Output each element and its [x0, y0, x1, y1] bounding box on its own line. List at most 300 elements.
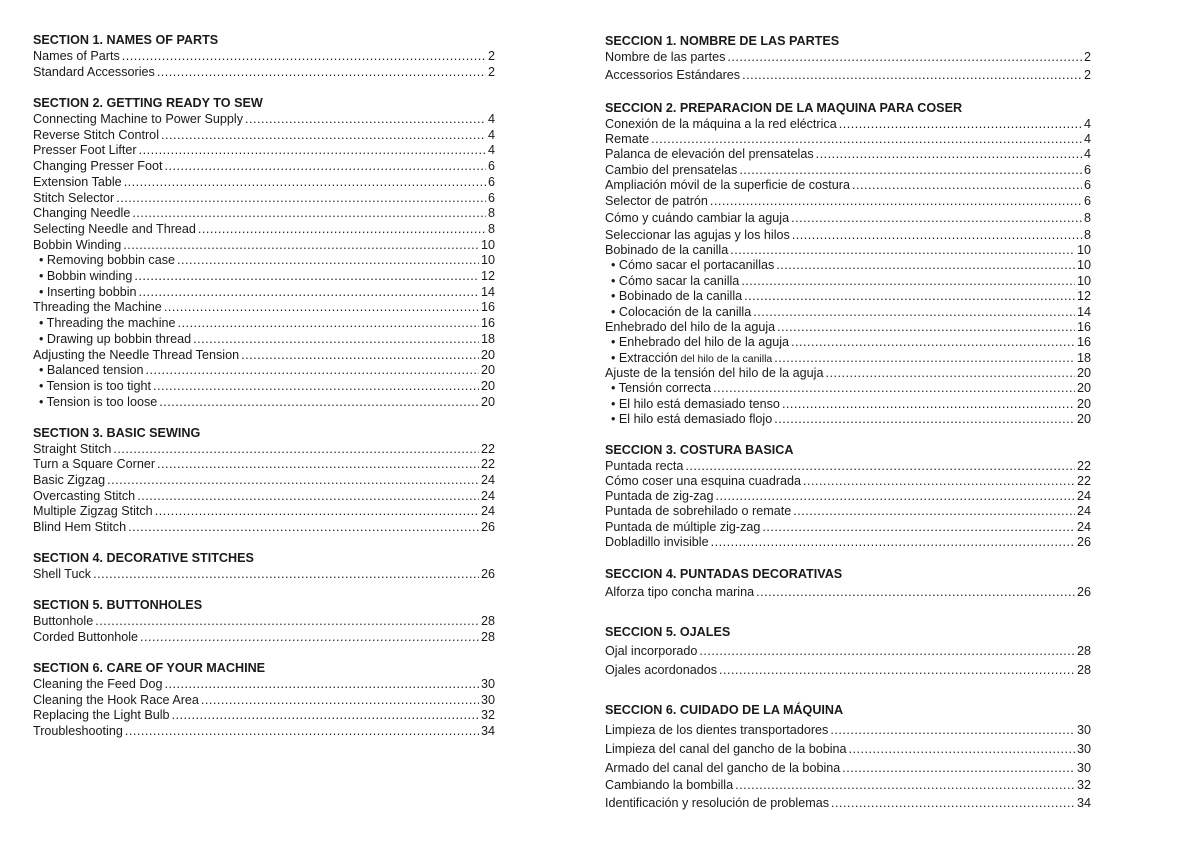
page-number: 12	[1076, 289, 1091, 303]
page-number: 8	[1083, 211, 1091, 225]
toc-entry	[33, 692, 495, 708]
toc-entry-label-text: Ampliación móvil de la superficie de costura	[605, 178, 850, 192]
section-heading	[605, 566, 1091, 582]
toc-entry	[33, 221, 495, 237]
dot-leader	[842, 760, 1075, 776]
toc-entry	[605, 67, 1091, 83]
toc-entry	[33, 111, 495, 127]
dot-leader	[716, 488, 1075, 504]
toc-entry-label	[605, 304, 751, 320]
dot-leader	[116, 190, 486, 206]
toc-entry-label	[33, 378, 151, 394]
toc-entry-label-text: • Enhebrado del hilo de la aguja	[611, 335, 790, 349]
toc-entry-label	[605, 411, 772, 427]
toc-entry-label	[33, 142, 137, 158]
page-number: 34	[480, 724, 495, 738]
page-number: 2	[487, 65, 495, 79]
dot-leader	[139, 142, 486, 158]
toc-sub-entry	[605, 396, 1091, 412]
dot-leader	[165, 676, 479, 692]
toc-entry-label	[33, 252, 175, 268]
toc-sub-entry	[605, 334, 1091, 350]
toc-entry	[605, 473, 1091, 489]
toc-entry	[605, 795, 1091, 811]
toc-entry-label	[33, 362, 144, 378]
section-heading-text: SECTION 2. GETTING READY TO SEW	[33, 96, 263, 110]
section-heading-text: SECCION 3. COSTURA BASICA	[605, 443, 794, 457]
toc-entry-label-text: Extension Table	[33, 175, 122, 189]
page-number: 4	[1083, 147, 1091, 161]
toc-entry-label-text: Bobinado de la canilla	[605, 243, 729, 257]
dot-leader	[719, 662, 1075, 678]
toc-entry-label-text: Ojales acordonados	[605, 663, 718, 677]
toc-entry-label	[605, 273, 739, 289]
dot-leader	[193, 331, 479, 347]
toc-entry-label-text: Enhebrado del hilo de la aguja	[605, 320, 776, 334]
toc-entry-label	[33, 566, 91, 582]
toc-entry	[605, 210, 1091, 226]
toc-entry-label	[605, 795, 829, 811]
dot-leader	[177, 252, 479, 268]
toc-sub-entry	[605, 257, 1091, 273]
dot-leader	[134, 268, 479, 284]
toc-entry-label	[605, 116, 837, 132]
toc-entry-label	[33, 48, 120, 64]
toc-entry-label-text: • Colocación de la canilla	[611, 305, 752, 319]
toc-entry	[605, 131, 1091, 147]
toc-entry	[33, 472, 495, 488]
toc-sub-entry	[33, 331, 495, 347]
dot-leader	[710, 193, 1082, 209]
toc-entry-label	[33, 488, 135, 504]
toc-entry-label	[605, 365, 823, 381]
toc-entry-label	[33, 692, 199, 708]
dot-leader	[791, 334, 1075, 350]
toc-entry	[33, 676, 495, 692]
toc-entry	[33, 629, 495, 645]
toc-entry-label	[33, 64, 155, 80]
dot-leader	[146, 362, 479, 378]
toc-entry-label	[605, 584, 754, 600]
page-number: 22	[1076, 459, 1091, 473]
dot-leader	[685, 458, 1075, 474]
section-heading	[33, 550, 495, 566]
toc-entry-label	[605, 210, 789, 226]
dot-leader	[699, 643, 1075, 659]
page-number: 2	[1083, 68, 1091, 82]
page-number: 6	[1083, 194, 1091, 208]
page-number: 24	[480, 473, 495, 487]
page-number: 30	[480, 693, 495, 707]
dot-leader	[122, 48, 486, 64]
section-heading-text: SECCION 4. PUNTADAS DECORATIVAS	[605, 567, 843, 581]
dot-leader	[159, 394, 479, 410]
toc-entry	[33, 299, 495, 315]
toc-entry-label-text: Adjusting the Needle Thread Tension	[33, 348, 240, 362]
page-number: 8	[487, 222, 495, 236]
toc-entry-label-text: Limpieza del canal del gancho de la bobina	[605, 742, 847, 756]
dot-leader	[198, 221, 486, 237]
dot-leader	[139, 284, 479, 300]
toc-entry-label-text: Cómo y cuándo cambiar la aguja	[605, 211, 790, 225]
toc-sub-entry	[33, 268, 495, 284]
toc-entry-label-text: Puntada de múltiple zig-zag	[605, 520, 761, 534]
section-heading-text: SECCION 2. PREPARACION DE LA MAQUINA PARA COSER	[605, 101, 963, 115]
section-heading-text: SECCION 1. NOMBRE DE LAS PARTES	[605, 34, 840, 48]
page-number: 20	[480, 348, 495, 362]
toc-entry-label-text: • Bobinado de la canilla	[611, 289, 743, 303]
toc-sub-entry	[33, 284, 495, 300]
toc-sub-entry	[33, 362, 495, 378]
toc-entry-label-text: Cleaning the Feed Dog	[33, 677, 163, 691]
dot-leader	[803, 473, 1075, 489]
toc-entry	[605, 741, 1091, 757]
page-number: 2	[487, 49, 495, 63]
page-number: 20	[1076, 412, 1091, 426]
toc-entry-label	[605, 131, 649, 147]
toc-entry	[33, 441, 495, 457]
dot-leader	[711, 534, 1075, 550]
toc-entry-label	[33, 221, 196, 237]
toc-sub-entry	[605, 350, 1091, 366]
dot-leader	[153, 378, 479, 394]
toc-entry-label	[33, 299, 162, 315]
page-number: 32	[480, 708, 495, 722]
toc-entry-label-text: Ojal incorporado	[605, 644, 698, 658]
dot-leader	[774, 411, 1075, 427]
section-heading-text: SECTION 1. NAMES OF PARTS	[33, 33, 219, 47]
section-heading	[605, 100, 1091, 116]
page-number: 20	[1076, 366, 1091, 380]
toc-entry	[605, 162, 1091, 178]
toc-entry-label-text: Multiple Zigzag Stitch	[33, 504, 153, 518]
page-number: 22	[480, 442, 495, 456]
toc-entry-label-text: • Threading the machine	[39, 316, 176, 330]
toc-entry-label	[33, 347, 239, 363]
toc-entry-label-text: Basic Zigzag	[33, 473, 106, 487]
page-number: 30	[1076, 723, 1091, 737]
toc-entry-label	[33, 519, 126, 535]
section-heading	[605, 624, 1091, 640]
toc-entry-label-text: Changing Presser Foot	[33, 159, 163, 173]
section-heading-text: SECTION 4. DECORATIVE STITCHES	[33, 551, 254, 565]
dot-leader	[776, 257, 1075, 273]
toc-entry-label-text: • Tensión correcta	[611, 381, 712, 395]
toc-entry-label	[33, 315, 176, 331]
dot-leader	[651, 131, 1082, 147]
page-number: 10	[1076, 243, 1091, 257]
toc-sub-entry	[605, 304, 1091, 320]
toc-entry-label-text: Puntada recta	[605, 459, 684, 473]
toc-entry-label-text: Palanca de elevación del prensatelas	[605, 147, 814, 161]
toc-entry-label	[605, 519, 760, 535]
toc-entry-label-text: Threading the Machine	[33, 300, 162, 314]
toc-entry	[605, 519, 1091, 535]
dot-leader	[744, 288, 1075, 304]
page-number: 10	[480, 238, 495, 252]
page-number: 8	[487, 206, 495, 220]
toc-entry-label-small-text: del hilo de la canilla	[677, 353, 773, 365]
dot-leader	[852, 177, 1082, 193]
page-number: 6	[487, 191, 495, 205]
dot-leader	[825, 365, 1075, 381]
toc-entry	[33, 488, 495, 504]
toc-entry	[33, 48, 495, 64]
toc-entry-label-text: Puntada de sobrehilado o remate	[605, 504, 792, 518]
page-number: 2	[1083, 50, 1091, 64]
page-number: 12	[480, 269, 495, 283]
toc-entry	[33, 503, 495, 519]
toc-entry-label	[605, 319, 775, 335]
dot-leader	[830, 722, 1075, 738]
dot-leader	[165, 158, 486, 174]
toc-entry	[33, 64, 495, 80]
page-number: 16	[1076, 320, 1091, 334]
toc-entry	[605, 49, 1091, 65]
toc-entry	[605, 227, 1091, 243]
toc-entry-label-text: Overcasting Stitch	[33, 489, 136, 503]
toc-entry	[33, 566, 495, 582]
dot-leader	[155, 503, 479, 519]
toc-entry-label	[605, 458, 683, 474]
toc-entry	[605, 503, 1091, 519]
toc-entry-label	[33, 237, 121, 253]
toc-entry-label	[605, 288, 742, 304]
toc-sub-entry	[33, 252, 495, 268]
page-number: 24	[1076, 504, 1091, 518]
page-number: 26	[1076, 585, 1091, 599]
toc-entry-label	[605, 227, 790, 243]
dot-leader	[128, 519, 479, 535]
page-number: 10	[1076, 258, 1091, 272]
toc-entry-label	[33, 707, 170, 723]
toc-entry-label	[605, 146, 814, 162]
toc-entry-label-text: • Inserting bobbin	[39, 285, 137, 299]
page-number: 16	[1076, 335, 1091, 349]
toc-entry-label	[33, 268, 132, 284]
toc-entry	[605, 177, 1091, 193]
toc-entry-label-text: Identificación y resolución de problemas	[605, 796, 830, 810]
dot-leader	[164, 299, 479, 315]
toc-entry-label	[33, 503, 153, 519]
page-number: 10	[1076, 274, 1091, 288]
page-number: 24	[1076, 520, 1091, 534]
dot-leader	[245, 111, 486, 127]
page-number: 34	[1076, 796, 1091, 810]
toc-entry-label-text: Corded Buttonhole	[33, 630, 139, 644]
dot-leader	[753, 304, 1075, 320]
page-number: 4	[1083, 117, 1091, 131]
toc-entry-label-text: Stitch Selector	[33, 191, 115, 205]
toc-entry-label-text: Armado del canal del gancho de la bobina	[605, 761, 841, 775]
toc-entry-label	[605, 777, 733, 793]
toc-entry-label-text: • Cómo sacar el portacanillas	[611, 258, 775, 272]
dot-leader	[782, 396, 1075, 412]
toc-entry-label	[605, 67, 740, 83]
toc-entry	[605, 365, 1091, 381]
toc-entry-label-text: Dobladillo invisible	[605, 535, 709, 549]
toc-entry-label	[33, 158, 163, 174]
page-number: 14	[480, 285, 495, 299]
section-heading	[33, 660, 495, 676]
toc-entry	[605, 488, 1091, 504]
toc-entry	[33, 142, 495, 158]
dot-leader	[93, 566, 479, 582]
dot-leader	[762, 519, 1075, 535]
toc-entry-label-text: • Removing bobbin case	[39, 253, 176, 267]
page-number: 28	[480, 630, 495, 644]
dot-leader	[713, 380, 1075, 396]
section-heading-text: SECTION 5. BUTTONHOLES	[33, 598, 203, 612]
toc-sub-entry	[33, 315, 495, 331]
toc-entry-label	[605, 350, 772, 366]
toc-entry-label-text: • Extracción	[611, 351, 678, 365]
toc-entry	[605, 116, 1091, 132]
dot-leader	[849, 741, 1075, 757]
toc-entry-label	[605, 380, 711, 396]
toc-entry	[33, 456, 495, 472]
toc-entry-label	[33, 331, 191, 347]
toc-entry	[605, 722, 1091, 738]
toc-entry-label	[33, 456, 155, 472]
toc-entry-label	[33, 723, 123, 739]
page-number: 4	[487, 128, 495, 142]
section-heading	[33, 597, 495, 613]
page-number: 22	[480, 457, 495, 471]
toc-entry-label-text: • Tension is too tight	[39, 379, 151, 393]
toc-entry-label-text: Turn a Square Corner	[33, 457, 156, 471]
toc-entry-label	[605, 722, 828, 738]
section-heading-text: SECCION 5. OJALES	[605, 625, 731, 639]
dot-leader	[791, 210, 1082, 226]
toc-entry-label-text: Cómo coser una esquina cuadrada	[605, 474, 802, 488]
page-number: 24	[480, 489, 495, 503]
page-number: 24	[480, 504, 495, 518]
toc-entry-label-text: Shell Tuck	[33, 567, 92, 581]
dot-leader	[125, 723, 479, 739]
toc-entry-label-text: Selector de patrón	[605, 194, 708, 208]
page-number: 20	[1076, 381, 1091, 395]
toc-sub-entry	[605, 411, 1091, 427]
toc-entry-label	[33, 205, 130, 221]
page-number: 6	[1083, 163, 1091, 177]
toc-entry-label	[605, 396, 780, 412]
page-number: 4	[487, 143, 495, 157]
toc-entry-label	[33, 127, 159, 143]
section-heading	[605, 702, 1091, 718]
page-number: 6	[487, 159, 495, 173]
toc-entry-label-text: Conexión de la máquina a la red eléctrica	[605, 117, 837, 131]
toc-entry-label-text: Selecting Needle and Thread	[33, 222, 196, 236]
toc-entry-label-text: • Cómo sacar la canilla	[611, 274, 740, 288]
toc-entry-label-text: Bobbin Winding	[33, 238, 122, 252]
page-number: 6	[487, 175, 495, 189]
page-number: 22	[1076, 474, 1091, 488]
dot-leader	[201, 692, 479, 708]
toc-entry-label	[33, 111, 243, 127]
toc-entry	[33, 190, 495, 206]
dot-leader	[741, 273, 1075, 289]
toc-entry-label-text: Standard Accessories	[33, 65, 155, 79]
toc-entry-label-text: Changing Needle	[33, 206, 131, 220]
dot-leader	[172, 707, 479, 723]
dot-leader	[735, 777, 1075, 793]
dot-leader	[742, 67, 1082, 83]
toc-entry	[605, 643, 1091, 659]
page-number: 24	[1076, 489, 1091, 503]
toc-entry-label	[33, 394, 157, 410]
toc-entry-label-text: Accessorios Estándares	[605, 68, 741, 82]
section-heading	[33, 95, 495, 111]
toc-entry-label	[605, 162, 737, 178]
dot-leader	[739, 162, 1082, 178]
toc-entry-label-text: Buttonhole	[33, 614, 94, 628]
toc-entry-label	[605, 193, 708, 209]
toc-entry	[605, 760, 1091, 776]
toc-entry-label-text: Nombre de las partes	[605, 50, 726, 64]
toc-entry-label	[605, 257, 774, 273]
toc-entry-label	[605, 49, 725, 65]
page-number: 30	[480, 677, 495, 691]
toc-entry-label-text: Cambio del prensatelas	[605, 163, 738, 177]
toc-entry-label-text: • Tension is too loose	[39, 395, 158, 409]
page-number: 26	[480, 567, 495, 581]
dot-leader	[839, 116, 1082, 132]
dot-leader	[95, 613, 479, 629]
page-number: 18	[480, 332, 495, 346]
toc-entry-label-text: • Bobbin winding	[39, 269, 133, 283]
toc-sub-entry	[605, 380, 1091, 396]
page-number: 20	[480, 395, 495, 409]
toc-entry-label-text: Replacing the Light Bulb	[33, 708, 170, 722]
toc-entry-label	[605, 760, 840, 776]
toc-sub-entry	[33, 378, 495, 394]
dot-leader	[241, 347, 479, 363]
toc-sub-entry	[33, 394, 495, 410]
toc-entry	[605, 146, 1091, 162]
dot-leader	[793, 503, 1075, 519]
toc-entry-label-text: Troubleshooting	[33, 724, 123, 738]
dot-leader	[774, 350, 1075, 366]
page-number: 16	[480, 316, 495, 330]
page-number: 20	[480, 379, 495, 393]
toc-entry-label	[33, 284, 137, 300]
toc-entry	[33, 205, 495, 221]
toc-entry-label	[33, 629, 138, 645]
dot-leader	[113, 441, 479, 457]
toc-entry-label-text: Straight Stitch	[33, 442, 112, 456]
toc-entry-label-text: Blind Hem Stitch	[33, 520, 127, 534]
page-number: 30	[1076, 761, 1091, 775]
toc-entry	[605, 534, 1091, 550]
dot-leader	[140, 629, 479, 645]
page-number: 32	[1076, 778, 1091, 792]
page-number: 20	[1076, 397, 1091, 411]
dot-leader	[831, 795, 1075, 811]
toc-entry	[33, 127, 495, 143]
dot-leader	[132, 205, 486, 221]
toc-entry	[605, 319, 1091, 335]
page-number: 28	[1076, 644, 1091, 658]
toc-entry-label-text: Alforza tipo concha marina	[605, 585, 755, 599]
toc-entry	[605, 777, 1091, 793]
dot-leader	[161, 127, 486, 143]
toc-entry-label-text: Limpieza de los dientes transportadores	[605, 723, 829, 737]
dot-leader	[124, 174, 486, 190]
toc-entry	[33, 347, 495, 363]
page-number: 28	[1076, 663, 1091, 677]
toc-entry	[33, 613, 495, 629]
